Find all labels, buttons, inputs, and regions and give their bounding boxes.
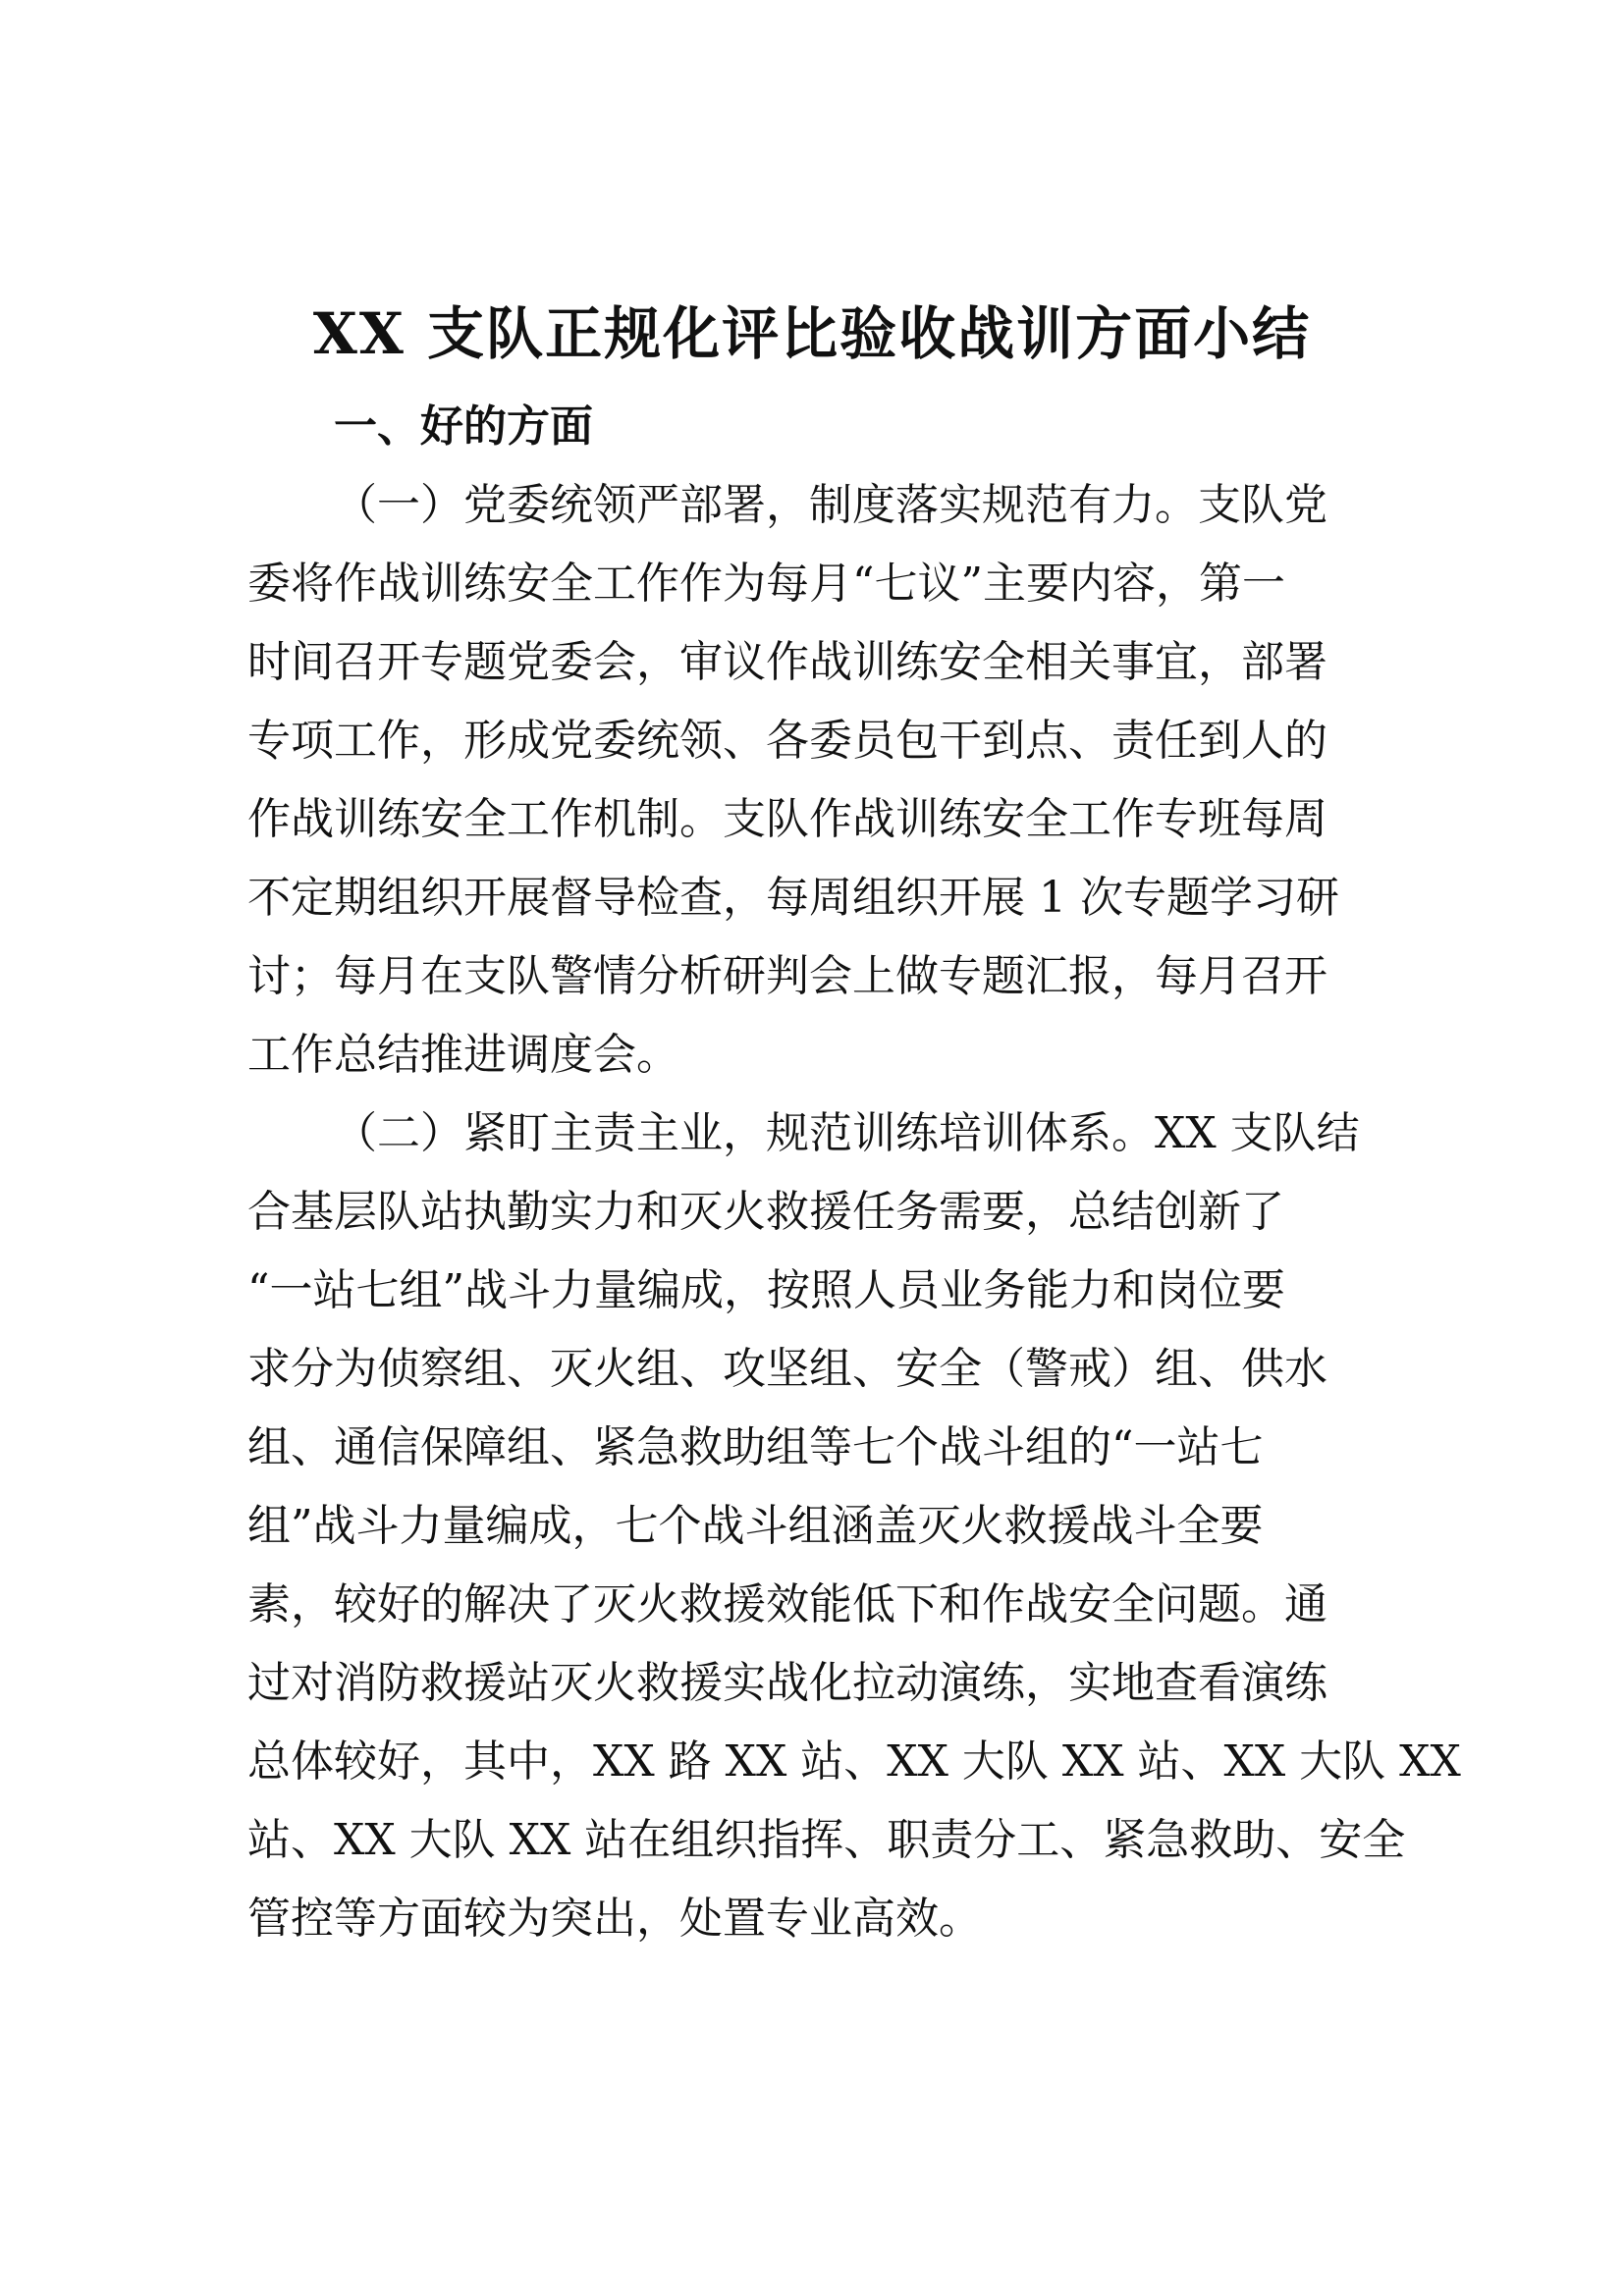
paragraph-1-line: 时间召开专题党委会，审议作战训练安全相关事宜，部署 [247, 637, 1327, 687]
paragraph-2-line: 总体较好，其中，XX 路 XX 站、XX 大队 XX 站、XX 大队 XX [247, 1736, 1461, 1787]
paragraph-2-line: （二）紧盯主责主业，规范训练培训体系。XX 支队结 [334, 1108, 1360, 1158]
paragraph-2-line: 合基层队站执勤实力和灭火救援任务需要，总结创新了 [247, 1187, 1284, 1237]
paragraph-2-line: 求分为侦察组、灭火组、攻坚组、安全（警戒）组、供水 [247, 1344, 1327, 1394]
paragraph-2-line: 素，较好的解决了灭火救援效能低下和作战安全问题。通 [247, 1579, 1327, 1629]
paragraph-1-line: 工作总结推进调度会。 [247, 1030, 679, 1080]
paragraph-2-line: 过对消防救援站灭火救援实战化拉动演练，实地查看演练 [247, 1658, 1327, 1708]
paragraph-2-line: 组”战斗力量编成，七个战斗组涵盖灭火救援战斗全要 [247, 1501, 1264, 1551]
paragraph-2-line: 管控等方面较为突出，处置专业高效。 [247, 1894, 982, 1944]
paragraph-1-line: 讨；每月在支队警情分析研判会上做专题汇报，每月召开 [247, 951, 1327, 1001]
document-title: XX 支队正规化评比验收战训方面小结 [312, 300, 1312, 367]
paragraph-1-line: 专项工作，形成党委统领、各委员包干到点、责任到人的 [247, 716, 1327, 766]
paragraph-1-line: 委将作战训练安全工作作为每月“七议”主要内容，第一 [247, 559, 1285, 609]
paragraph-2-line: 组、通信保障组、紧急救助组等七个战斗组的“一站七 [247, 1422, 1264, 1472]
paragraph-1-line: （一）党委统领严部署，制度落实规范有力。支队党 [334, 480, 1327, 530]
paragraph-1-line: 作战训练安全工作机制。支队作战训练安全工作专班每周 [247, 794, 1327, 844]
section-heading: 一、好的方面 [334, 401, 593, 452]
paragraph-1-line: 不定期组织开展督导检查，每周组织开展 1 次专题学习研 [247, 873, 1339, 923]
paragraph-2-line: 站、XX 大队 XX 站在组织指挥、职责分工、紧急救助、安全 [247, 1815, 1406, 1865]
paragraph-2-line: “一站七组”战斗力量编成，按照人员业务能力和岗位要 [247, 1265, 1285, 1315]
